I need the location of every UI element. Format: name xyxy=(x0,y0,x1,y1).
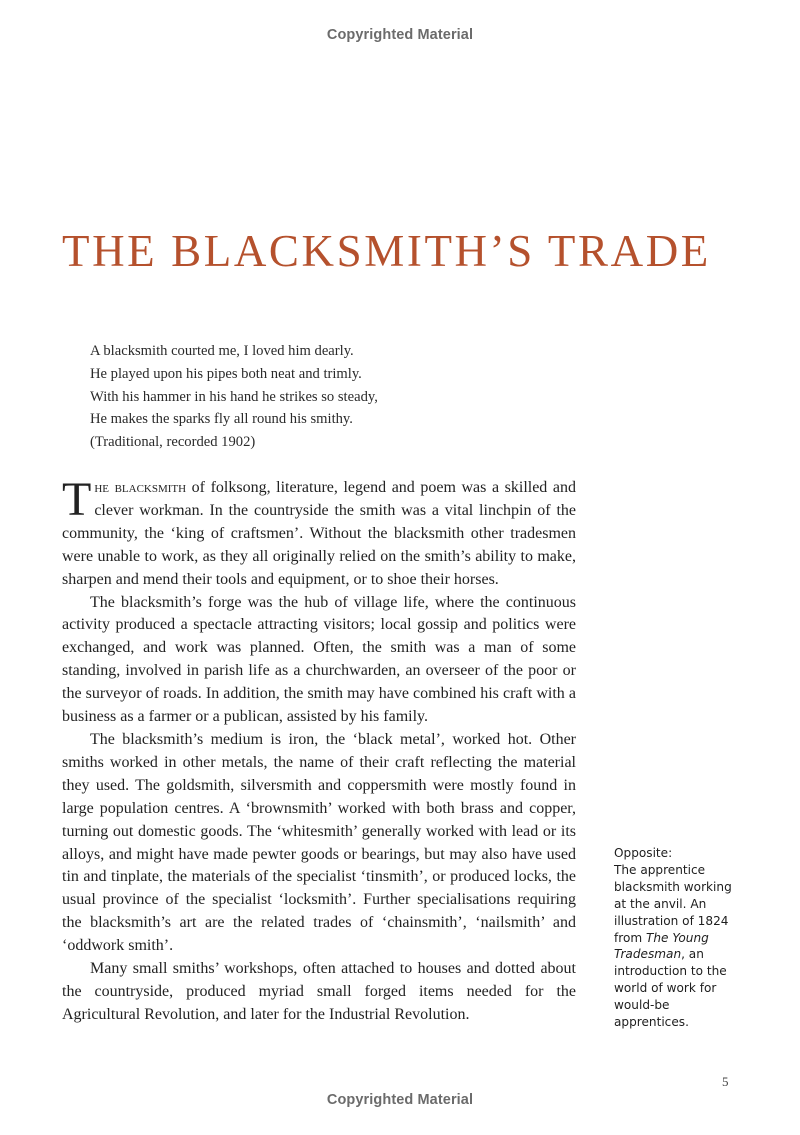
drop-cap: T xyxy=(62,473,92,526)
body-text xyxy=(62,473,576,1027)
epigraph-line: He played upon his pipes both neat and trimly. xyxy=(90,365,362,382)
image-caption xyxy=(614,845,742,1031)
watermark-bottom: Copyrighted Material xyxy=(326,1092,474,1108)
caption-text-after: , an introduction to the world of work for would-be apprentices. xyxy=(614,947,727,1030)
page-number: 5 xyxy=(722,1074,729,1089)
epigraph-line: With his hammer in his hand he strikes so steady, xyxy=(90,388,378,405)
epigraph-line: He makes the sparks fly all round his smithy. xyxy=(90,411,353,428)
lead-small-caps: he blacksmith xyxy=(94,479,187,496)
paragraph-1 xyxy=(62,473,576,592)
paragraph-3: The blacksmith’s medium is iron, the ‘black metal’, worked hot. Other smiths worked in other metals, the name of their craft reflecting the material they used. The goldsmith, silversmith and coppersmith were mostly found in large population centres. A ‘brownsmith’ worked with both brass and copper, turning out domestic goods. The ‘whitesmith’ generally worked with lead or its alloys, and might have made pewter goods or bearings, but may also have used tin and tinplate, the materials of the specialist ‘tinsmith’, or produced locks, the usual province of the specialist ‘locksmith’. Further specialisations requiring the blacksmith’s art are the related trades of ‘chainsmith’, ‘nailsmith’ and ‘oddwork smith’. xyxy=(62,730,576,955)
paragraph-4: Many small smiths’ workshops, often attached to houses and dotted about the countryside, produced myriad small forged items needed for the Agricultural Revolution, and later for the Industrial Revolution. xyxy=(62,960,576,1023)
paragraph-1-text: of folksong, literature, legend and poem was a skilled and clever workman. In the countryside the smith was a vital linchpin of the community, the ‘king of craftsmen’. Without the blacksmith other tradesmen were unable to work, as they all originally relied on the smith’s ability to make, sharpen and mend their tools and equipment, or to shoe their horses. xyxy=(62,479,576,588)
watermark-top: Copyrighted Material xyxy=(326,27,474,43)
caption-label: Opposite: xyxy=(614,846,673,860)
paragraph-2: The blacksmith’s forge was the hub of village life, where the continuous activity produced a spectacle attracting visitors; local gossip and politics were exchanged, and work was planned. Often, the smith was a man of some standing, involved in parish life as a churchwarden, an overseer of the poor or the surveyor of roads. In addition, the smith may have combined his craft with a business as a farmer or a publican, assisted by his family. xyxy=(62,593,576,726)
epigraph xyxy=(90,340,490,454)
caption-text xyxy=(614,862,742,1031)
epigraph-attribution: (Traditional, recorded 1902) xyxy=(90,434,256,451)
chapter-title: THE BLACKSMITH’S TRADE xyxy=(62,226,711,276)
caption-text-before: The apprentice blacksmith working at the anvil. An illustration of 1824 from xyxy=(614,862,732,945)
caption-book-title: The Young Tradesman xyxy=(614,930,709,962)
epigraph-line: A blacksmith courted me, I loved him dearly. xyxy=(90,343,354,359)
